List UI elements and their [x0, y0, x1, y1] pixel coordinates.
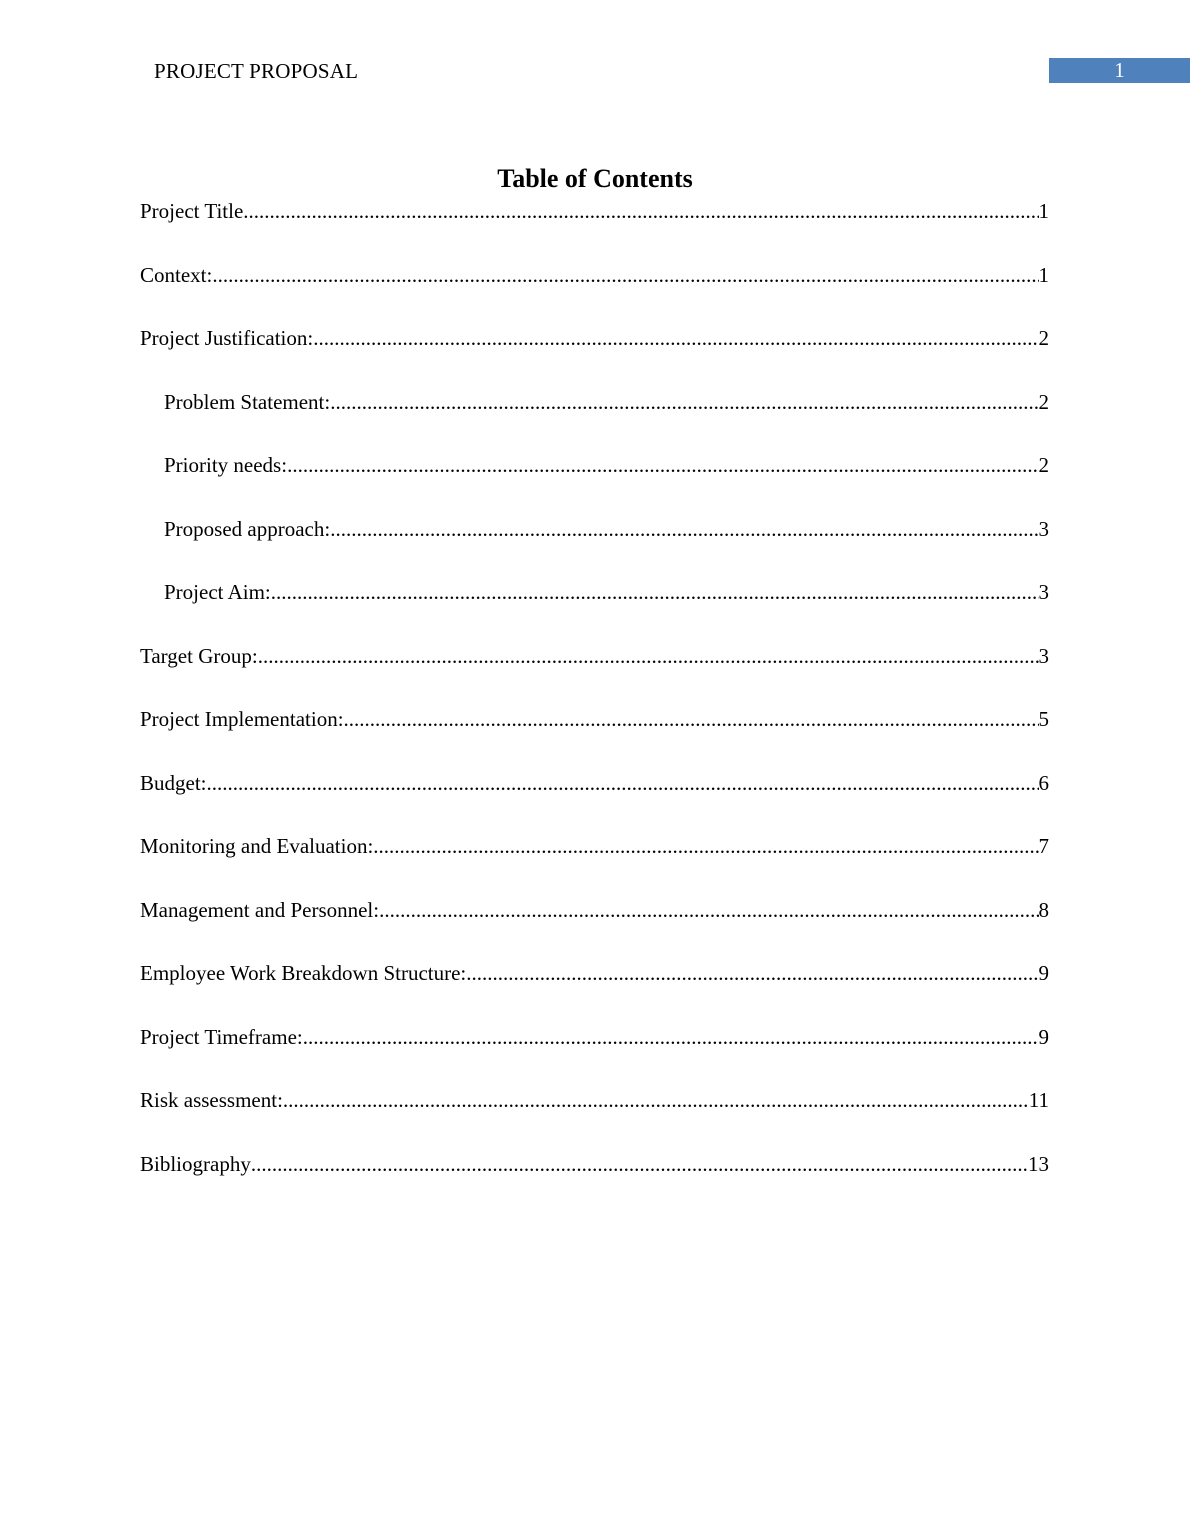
toc-entry-page: 2 — [1038, 389, 1049, 414]
toc-entry-project-aim[interactable] — [140, 579, 1049, 643]
toc-dot-leader — [313, 325, 1038, 351]
toc-entry-label: Target Group: — [140, 643, 258, 668]
toc-entry-label: Bibliography — [140, 1151, 251, 1176]
toc-entry-label: Risk assessment: — [140, 1088, 283, 1112]
toc-entry-priority-needs[interactable] — [140, 452, 1049, 516]
toc-entry-page: 9 — [1038, 961, 1049, 985]
toc-dot-leader — [379, 897, 1038, 923]
toc-entry-page: 2 — [1038, 453, 1049, 477]
toc-entry-label: Management and Personnel: — [140, 897, 380, 922]
toc-dot-leader — [303, 1024, 1039, 1050]
toc-dot-leader — [243, 198, 1038, 224]
toc-dot-leader — [466, 960, 1038, 986]
toc-dot-leader — [330, 516, 1038, 542]
toc-entry-context[interactable] — [140, 262, 1049, 326]
toc-entry-project-title[interactable] — [140, 198, 1049, 262]
toc-dot-leader — [373, 833, 1038, 859]
toc-entry-project-justification[interactable] — [140, 325, 1049, 389]
toc-dot-leader — [207, 770, 1039, 796]
toc-entry-page: 8 — [1038, 897, 1049, 922]
toc-entry-label: Project Timeframe: — [140, 1024, 303, 1049]
toc-entry-proposed-approach[interactable] — [140, 516, 1049, 580]
toc-entry-label: Priority needs: — [164, 453, 288, 477]
toc-entry-label: Project Aim: — [164, 580, 271, 604]
toc-entry-management-personnel[interactable] — [140, 897, 1049, 961]
toc-dot-leader — [271, 579, 1039, 605]
toc-dot-leader — [330, 389, 1038, 415]
toc-entry-monitoring-evaluation[interactable] — [140, 833, 1049, 897]
toc-dot-leader — [212, 262, 1038, 288]
running-header-title: PROJECT PROPOSAL — [154, 59, 359, 83]
toc-dot-leader — [258, 643, 1039, 669]
toc-dot-leader — [283, 1087, 1029, 1113]
toc-entry-project-implementation[interactable] — [140, 706, 1049, 770]
toc-entry-label: Project Title — [140, 199, 244, 223]
toc-entry-label: Monitoring and Evaluation: — [140, 834, 374, 858]
toc-entry-page: 5 — [1038, 707, 1049, 731]
toc-entry-target-group[interactable] — [140, 643, 1049, 707]
toc-entry-page: 1 — [1038, 199, 1049, 223]
toc-entry-page: 7 — [1038, 834, 1049, 858]
page-number-badge — [1049, 58, 1190, 83]
toc-dot-leader — [251, 1151, 1028, 1177]
toc-entry-label: Context: — [140, 262, 213, 287]
toc-entry-page: 1 — [1038, 262, 1049, 287]
toc-entry-label: Budget: — [140, 770, 207, 795]
toc-entry-label: Project Implementation: — [140, 707, 344, 731]
toc-list — [140, 198, 1049, 1214]
toc-entry-page: 13 — [1028, 1151, 1049, 1176]
toc-entry-work-breakdown-structure[interactable] — [140, 960, 1049, 1024]
page-number: 1 — [1114, 58, 1125, 82]
toc-entry-page: 2 — [1038, 326, 1049, 350]
toc-entry-problem-statement[interactable] — [140, 389, 1049, 453]
toc-entry-label: Problem Statement: — [164, 389, 331, 414]
toc-entry-budget[interactable] — [140, 770, 1049, 834]
toc-entry-bibliography[interactable] — [140, 1151, 1049, 1215]
toc-entry-label: Project Justification: — [140, 326, 314, 350]
toc-entry-label: Employee Work Breakdown Structure: — [140, 961, 467, 985]
toc-entry-page: 9 — [1038, 1024, 1049, 1049]
toc-entry-risk-assessment[interactable] — [140, 1087, 1049, 1151]
toc-entry-page: 3 — [1038, 580, 1049, 604]
toc-heading: Table of Contents — [497, 164, 693, 193]
toc-entry-page: 3 — [1038, 516, 1049, 541]
toc-entry-label: Proposed approach: — [164, 516, 331, 541]
toc-entry-page: 6 — [1038, 770, 1049, 795]
toc-dot-leader — [287, 452, 1038, 478]
toc-entry-project-timeframe[interactable] — [140, 1024, 1049, 1088]
toc-dot-leader — [344, 706, 1039, 732]
toc-entry-page: 3 — [1038, 643, 1049, 668]
toc-entry-page: 11 — [1028, 1088, 1049, 1112]
